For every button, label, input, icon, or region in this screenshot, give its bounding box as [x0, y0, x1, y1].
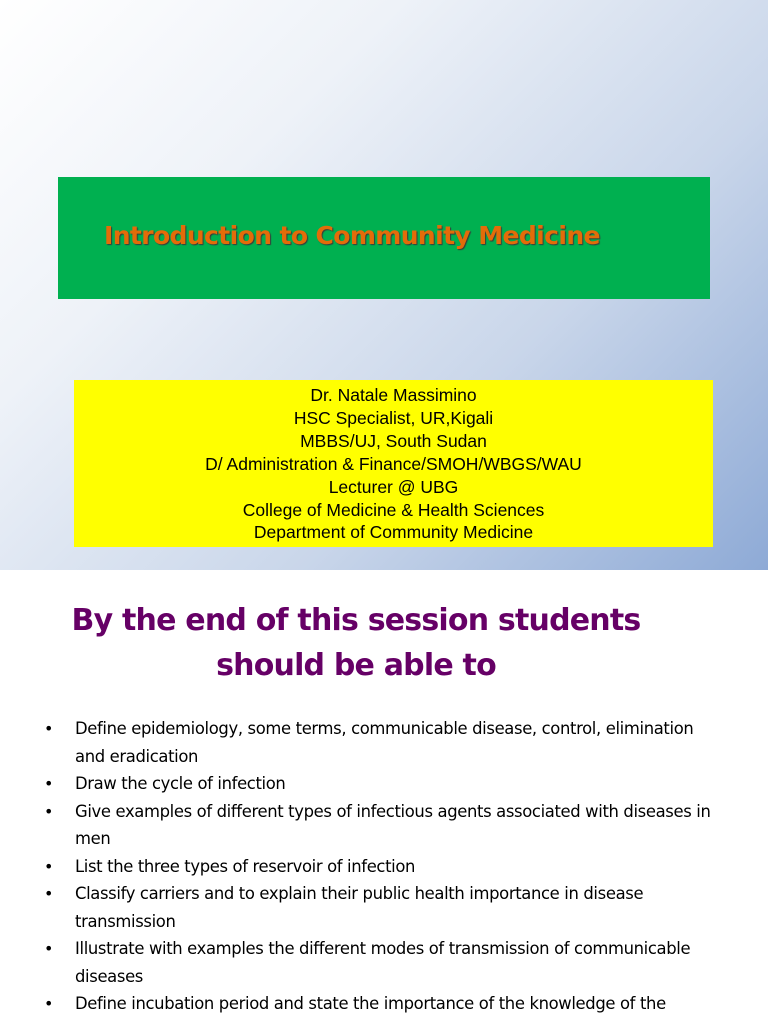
list-item — [44, 853, 724, 881]
bullet-icon: • — [44, 719, 54, 738]
bullet-icon: • — [44, 801, 54, 821]
list-item — [44, 798, 724, 853]
author-info-box — [74, 380, 713, 547]
author-name: Dr. Natale Massimino — [310, 385, 477, 405]
bullet-icon: • — [44, 994, 54, 1013]
objective-text: List the three types of reservoir of infection — [75, 856, 416, 876]
author-department: Department of Community Medicine — [253, 522, 534, 543]
list-item — [44, 990, 724, 1018]
objectives-heading-line1: By the end of this session students — [71, 603, 641, 638]
objectives-heading — [66, 598, 646, 688]
list-item — [44, 880, 724, 935]
author-degree: MBBS/UJ, South Sudan — [300, 430, 487, 451]
title-banner — [58, 177, 710, 299]
objective-text: Draw the cycle of infection — [75, 774, 286, 793]
bullet-icon: • — [44, 774, 54, 793]
objective-text: Give examples of different types of infectious agents associated with diseases in men — [75, 801, 711, 848]
author-college: College of Medicine & Health Sciences — [242, 499, 545, 520]
objectives-list — [44, 715, 724, 1018]
author-role: D/ Administration & Finance/SMOH/WBGS/WAU — [205, 453, 582, 474]
slide-title: Introduction to Community Medicine — [104, 221, 600, 250]
list-item — [44, 770, 724, 798]
objectives-slide — [0, 570, 768, 1024]
objective-text: Define incubation period and state the importance of the knowledge of the — [75, 994, 666, 1013]
list-item — [44, 935, 724, 990]
author-lecturer: Lecturer @ UBG — [328, 476, 459, 497]
objective-text: Define epidemiology, some terms, communicable disease, control, elimination and eradication — [75, 719, 694, 766]
objective-text: Classify carriers and to explain their public health importance in disease transmission — [75, 884, 644, 931]
objective-text: Illustrate with examples the different modes of transmission of communicable diseases — [75, 939, 691, 986]
bullet-icon: • — [44, 884, 54, 903]
bullet-icon: • — [44, 939, 54, 958]
objectives-heading-line2: should be able to — [216, 648, 496, 683]
author-position: HSC Specialist, UR,Kigali — [293, 407, 494, 428]
bullet-icon: • — [44, 856, 54, 876]
list-item — [44, 715, 724, 770]
